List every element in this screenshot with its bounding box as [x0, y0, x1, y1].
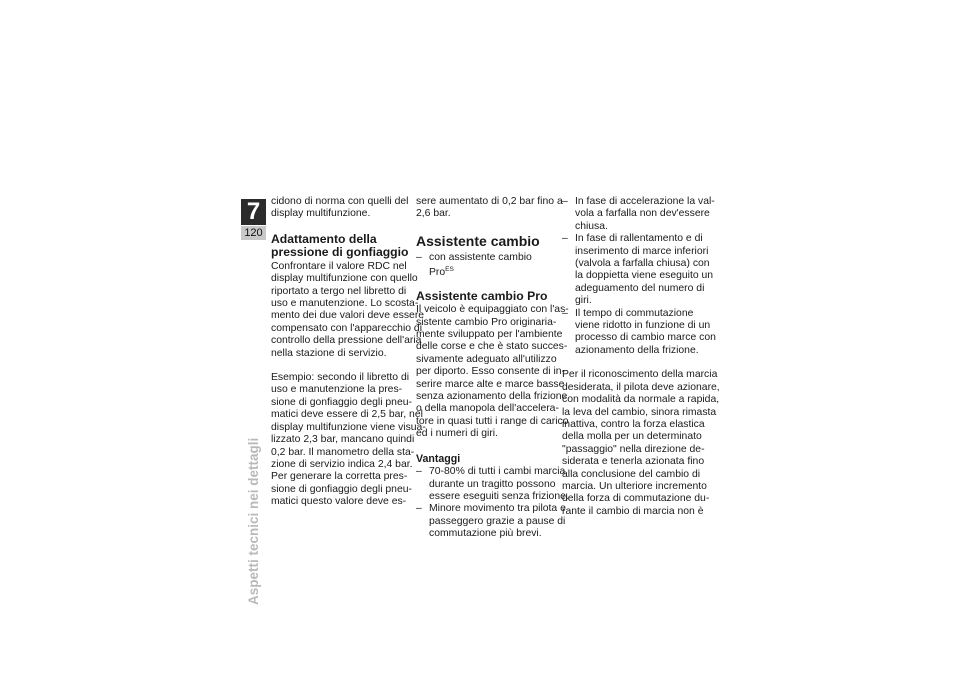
list-item	[416, 466, 569, 503]
conditions-list	[562, 196, 716, 357]
text-line: mento dei due valori deve essere	[271, 310, 425, 322]
text-line: sione di gonfiaggio degli pneu-	[271, 396, 412, 408]
text-line: ed i numeri di giri.	[416, 428, 499, 440]
text-line: – 70-80% di tutti i cambi marcia	[429, 466, 566, 478]
text-line: viene ridotto in funzione di un	[575, 320, 711, 332]
list-item	[416, 503, 566, 540]
text-line: "passaggio" nella direzione de-	[562, 443, 705, 455]
text-line: compensato con l'apparecchio di	[271, 322, 423, 334]
text-line: nella stazione di servizio.	[271, 347, 387, 359]
text-line: inserimento di marce inferiori	[575, 245, 709, 257]
list-item	[562, 196, 715, 233]
text-line: senza azionamento della frizione	[416, 390, 568, 402]
text-line: processo di cambio marce con	[575, 332, 716, 344]
text-line: matici deve essere di 2,5 bar, nel	[271, 409, 423, 421]
heading-tire-pressure	[271, 233, 411, 260]
text-line: Il veicolo è equipaggiato con l'as-	[416, 304, 569, 316]
text-line: sere aumentato di 0,2 bar fino a	[416, 196, 563, 207]
text-line: (valvola a farfalla chiusa) con	[575, 258, 710, 270]
text-line: rante il cambio di marcia non è	[562, 505, 704, 517]
text-line: essere eseguiti senza frizione.	[429, 491, 569, 502]
text-line: per diporto. Esso consente di in-	[416, 366, 566, 378]
text-line: Per generare la corretta pres-	[271, 471, 408, 483]
gear-assistant-paragraph	[416, 304, 569, 440]
tire-pressure-paragraph	[271, 260, 425, 360]
text-line: display multifunzione.	[271, 208, 371, 220]
text-line: matici questo valore deve es-	[271, 496, 407, 508]
section-title-text: Aspetti tecnici nei dettagli	[246, 437, 261, 605]
text-line: della molla per un determinato	[562, 431, 702, 443]
text-line: uso e manutenzione. Lo scosta-	[271, 298, 419, 310]
list-item	[562, 307, 716, 358]
text-line: controllo della pressione dell'aria	[271, 335, 422, 347]
heading-gear-assistant: Assistente cambio	[416, 232, 540, 249]
text-line: 0,2 bar. Il manometro della sta-	[271, 446, 415, 458]
text-line: giri.	[575, 295, 592, 307]
text-line: azionamento della frizione.	[575, 344, 699, 356]
text-line: – Il tempo di commutazione	[575, 307, 694, 319]
heading-gear-assistant-pro: Assistente cambio Pro	[416, 288, 548, 303]
text-line: mente sviluppato per l'ambiente	[416, 328, 563, 340]
text-line: 2,6 bar.	[416, 208, 451, 220]
text-column-1	[271, 196, 426, 521]
section-title-vertical	[241, 425, 265, 605]
list-item	[562, 233, 714, 307]
advantages-list	[416, 466, 569, 540]
page-number: 120	[241, 226, 266, 240]
gear-recognition-paragraph	[562, 369, 720, 518]
heading-advantages: Vantaggi	[416, 452, 461, 465]
text-line: Per il riconoscimento della marcia	[562, 369, 718, 381]
text-line: delle corse e che è stato succes-	[416, 341, 568, 353]
text-line: marcia. Un ulteriore incremento	[562, 480, 707, 492]
text-line: cidono di norma con quelli del	[271, 196, 409, 207]
text-line: sistente cambio Pro originaria-	[416, 316, 557, 328]
text-line: inattiva, contro la forza elastica	[562, 418, 705, 430]
text-line: sivamente adeguato all'utilizzo	[416, 353, 557, 365]
text-line: chiusa.	[575, 220, 608, 232]
text-line: alla conclusione del cambio di	[562, 468, 701, 480]
intro-paragraph	[271, 196, 411, 221]
text-line: la leva del cambio, sinora rimasta	[562, 406, 717, 418]
text-line: – In fase di accelerazione la val-	[575, 196, 715, 207]
text-line: zione di servizio indica 2,4 bar.	[271, 458, 413, 470]
intro-paragraph	[416, 196, 563, 221]
text-line: lizzato 2,3 bar, mancano quindi	[271, 434, 415, 446]
text-line: uso e manutenzione la pres-	[271, 384, 403, 396]
text-line: display multifunzione viene visua-	[271, 421, 426, 433]
text-column-3	[562, 196, 720, 530]
equipment-code: ES	[445, 266, 454, 274]
text-line: della forza di commutazione du-	[562, 493, 710, 505]
text-line: – Minore movimento tra pilota e	[429, 503, 566, 515]
text-line: la doppietta viene eseguito un	[575, 270, 714, 282]
text-line: Esempio: secondo il libretto di	[271, 372, 410, 384]
equipment-note	[416, 252, 556, 280]
text-line: commutazione più brevi.	[429, 528, 542, 540]
text-line: durante un tragitto possono	[429, 478, 556, 490]
text-line: con modalità da normale a rapida,	[562, 394, 720, 406]
text-line: vola a farfalla non dev'essere	[575, 208, 710, 220]
text-line: desiderata, il pilota deve azionare,	[562, 381, 720, 393]
text-column-2	[416, 196, 569, 553]
text-line: sione di gonfiaggio degli pneu-	[271, 483, 412, 495]
text-line: adeguamento del numero di	[575, 282, 705, 294]
text-line: passeggero grazie a pause di	[429, 515, 566, 527]
text-line: display multifunzione con quello	[271, 273, 418, 285]
text-line: siderata e tenerla azionata fino	[562, 456, 705, 468]
text-line: Adattamento della	[271, 231, 377, 246]
text-line: Confrontare il valore RDC nel	[271, 260, 407, 272]
text-line: serire marce alte e marce basse	[416, 378, 565, 390]
text-line: – In fase di rallentamento e di	[575, 233, 703, 245]
text-line: tore in quasi tutti i range di carico	[416, 415, 569, 427]
text-line: riportato a tergo nel libretto di	[271, 285, 407, 297]
chapter-number-badge: 7	[241, 199, 266, 225]
example-paragraph	[271, 372, 426, 508]
text-line: o della manopola dell'accelera-	[416, 403, 559, 415]
text-line: pressione di gonfiaggio	[271, 245, 409, 260]
equipment-note-text: con assistente cambio Pro	[429, 251, 532, 279]
